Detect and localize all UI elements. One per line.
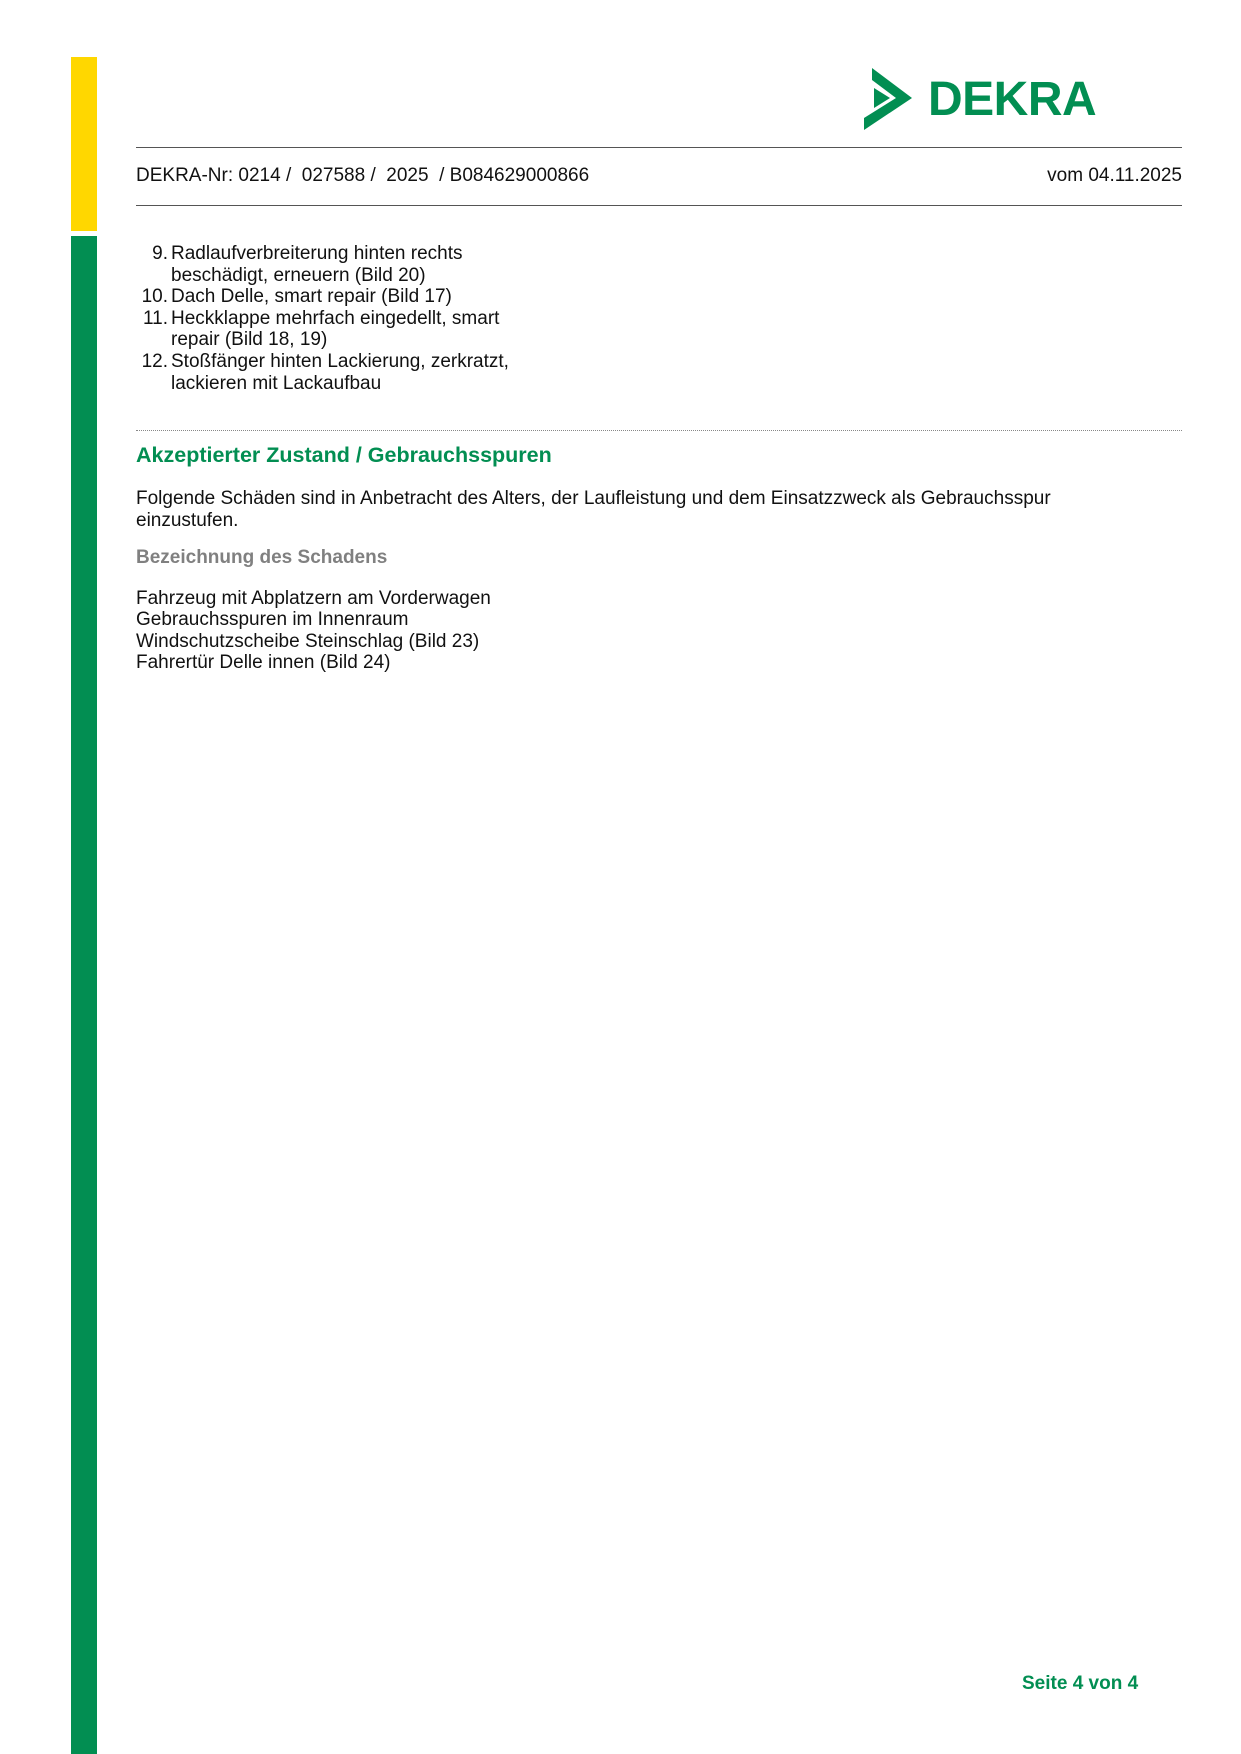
list-item: 11. Heckklappe mehrfach eingedellt, smart repair (Bild 18, 19) (142, 307, 500, 351)
dekra-reference-number: DEKRA-Nr: 0214 / 027588 / 2025 / B084629000866 (136, 165, 590, 186)
header-top-rule (136, 147, 1182, 148)
list-item: 10. Dach Delle, smart repair (Bild 17) (141, 286, 452, 308)
yellow-margin-bar (71, 57, 97, 231)
document-header (136, 165, 1182, 187)
section-divider (136, 430, 1182, 431)
section-intro: Folgende Schäden sind in Anbetracht des Alters, der Laufleistung und dem Einsatzzweck als Gebrauchsspur einzustufen. (136, 488, 1051, 531)
list-item: Gebrauchsspuren im Innenraum (136, 609, 409, 631)
damage-designation-heading: Bezeichnung des Schadens (136, 547, 388, 568)
accepted-damage-list (136, 588, 491, 673)
header-bottom-rule (136, 205, 1182, 206)
green-margin-bar (71, 236, 97, 1754)
dekra-logo (860, 68, 1097, 134)
damage-list (136, 243, 696, 394)
list-item: Fahrertür Delle innen (Bild 24) (136, 651, 391, 673)
list-item: Windschutzscheibe Steinschlag (Bild 23) (136, 630, 480, 652)
page-number: Seite 4 von 4 (1022, 1673, 1139, 1694)
list-item: 12. Stoßfänger hinten Lackierung, zerkratzt, lackieren mit Lackaufbau (141, 350, 509, 394)
dekra-chevron-icon (860, 68, 920, 134)
list-item: Fahrzeug mit Abplatzern am Vorderwagen (136, 588, 491, 609)
document-date: vom 04.11.2025 (1047, 165, 1182, 186)
section-title: Akzeptierter Zustand / Gebrauchsspuren (136, 443, 552, 467)
list-item: 9. Radlaufverbreiterung hinten rechts beschädigt, erneuern (Bild 20) (152, 243, 463, 286)
dekra-wordmark: DEKRA (928, 73, 1097, 126)
